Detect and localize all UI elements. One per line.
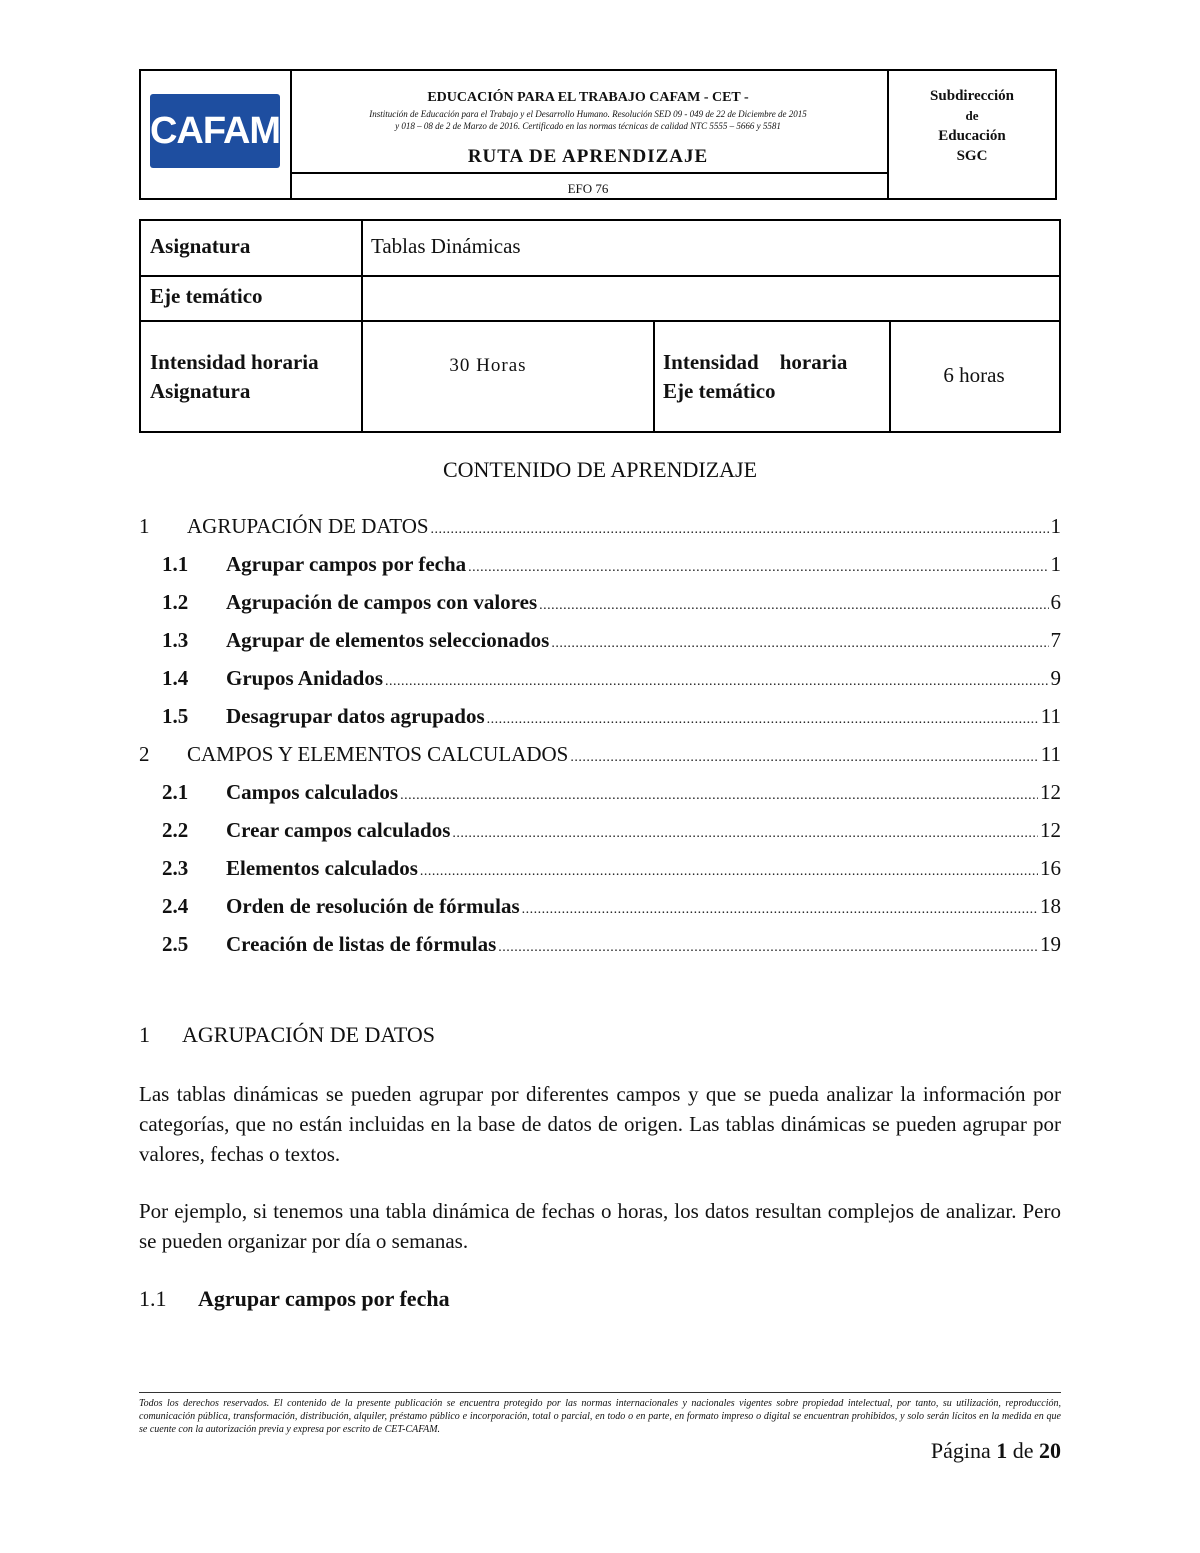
toc-page: 16 <box>1040 856 1061 880</box>
toc-page: 18 <box>1040 894 1061 918</box>
asignatura-value: Tablas Dinámicas <box>371 234 521 258</box>
intensidad-eje-label <box>663 348 879 406</box>
page-total: 20 <box>1039 1438 1061 1463</box>
resolution-line-1: Institución de Educación para el Trabajo y el Desarrollo Humano. Resolución SED 09 - 049 de 22 de Diciembre de 2015 <box>369 109 807 119</box>
toc-leader <box>487 704 1039 729</box>
toc-leader <box>498 932 1038 957</box>
paragraph: Por ejemplo, si tenemos una tabla dinámica de fechas o horas, los datos resultan complejos de analizar. Pero se pueden organizar por día o semanas. <box>139 1199 1061 1253</box>
toc-number: 1.3 <box>162 628 189 652</box>
toc-number: 1.4 <box>162 666 189 690</box>
toc-page: 19 <box>1040 932 1061 956</box>
toc-text: Grupos Anidados <box>226 666 383 690</box>
toc-page: 12 <box>1040 780 1061 804</box>
toc-leader <box>452 818 1038 843</box>
toc-text: Agrupación de campos con valores <box>226 590 538 614</box>
page-current: 1 <box>996 1438 1008 1463</box>
toc-leader <box>551 628 1048 653</box>
label-line: Eje temático <box>663 379 776 403</box>
toc-leader <box>539 590 1048 615</box>
label-line: Intensidad horaria <box>150 350 319 374</box>
page-of: de <box>1012 1438 1034 1463</box>
toc-number: 2 <box>139 742 150 766</box>
label-line: Asignatura <box>150 379 251 403</box>
toc-text: Orden de resolución de fórmulas <box>226 894 520 918</box>
eje-tematico-label: Eje temático <box>150 284 263 308</box>
toc-text: Creación de listas de fórmulas <box>226 932 497 956</box>
toc-title: CONTENIDO DE APRENDIZAJE <box>442 457 758 482</box>
section-title: AGRUPACIÓN DE DATOS <box>182 1022 436 1047</box>
toc-page: 6 <box>1050 590 1061 614</box>
toc-entry[interactable] <box>139 552 1061 582</box>
toc-text: CAMPOS Y ELEMENTOS CALCULADOS <box>187 742 569 766</box>
toc-leader <box>400 780 1038 805</box>
toc-page: 12 <box>1040 818 1061 842</box>
toc-leader <box>420 856 1038 881</box>
document-code: EFO 76 <box>567 181 609 196</box>
toc-entry[interactable] <box>139 628 1061 658</box>
section-heading <box>139 1022 435 1048</box>
toc-page: 9 <box>1050 666 1061 690</box>
toc-number: 1 <box>139 514 150 538</box>
toc-entry[interactable] <box>139 742 1061 772</box>
label-line: Intensidad horaria <box>663 350 848 374</box>
toc-entry[interactable] <box>139 704 1061 734</box>
intensidad-eje-value: 6 horas <box>943 363 1005 387</box>
department-line: Educación <box>938 128 1006 144</box>
toc-entry[interactable] <box>139 856 1061 886</box>
toc-page: 7 <box>1050 628 1061 652</box>
toc-number: 1.5 <box>162 704 189 728</box>
document-title: RUTA DE APRENDIZAJE <box>467 146 709 167</box>
toc-page: 1 <box>1050 552 1061 576</box>
toc-text: AGRUPACIÓN DE DATOS <box>187 514 429 538</box>
toc-entry[interactable] <box>139 514 1061 544</box>
asignatura-label: Asignatura <box>150 234 251 258</box>
subsection-heading <box>139 1286 450 1312</box>
toc-entry[interactable] <box>139 932 1061 962</box>
subsection-title: Agrupar campos por fecha <box>198 1286 450 1311</box>
toc-number: 1.1 <box>162 552 189 576</box>
page-word: Página <box>930 1438 991 1463</box>
toc-entry[interactable] <box>139 666 1061 696</box>
toc-text: Elementos calculados <box>226 856 418 880</box>
toc-entry[interactable] <box>139 818 1061 848</box>
toc-number: 2.1 <box>162 780 189 804</box>
toc-leader <box>570 742 1038 767</box>
toc-page: 1 <box>1050 514 1061 538</box>
toc-leader <box>522 894 1038 919</box>
resolution-line-2: y 018 – 08 de 2 de Marzo de 2016. Certificado en las normas técnicas de calidad NTC 5555 – 5666 y 5581 <box>395 121 781 131</box>
department-line: de <box>965 108 979 123</box>
toc-page: 11 <box>1040 742 1061 766</box>
toc-text: Agrupar campos por fecha <box>226 552 467 576</box>
toc-entry[interactable] <box>139 780 1061 810</box>
toc-number: 1.2 <box>162 590 189 614</box>
toc-text: Agrupar de elementos seleccionados <box>226 628 550 652</box>
toc-number: 2.3 <box>162 856 189 880</box>
institution-name: EDUCACIÓN PARA EL TRABAJO CAFAM - CET - <box>427 90 749 105</box>
department-line: SGC <box>956 148 988 164</box>
footer-divider <box>139 1392 1061 1393</box>
toc-number: 2.4 <box>162 894 189 918</box>
toc-leader <box>431 514 1049 539</box>
copyright-notice: Todos los derechos reservados. El contenido de la presente publicación se encuentra protegido por las normas internacionales y nacionales vigentes sobre propiedad intelectual, por tanto, su utilización, reproducción, comunicación pública, transformación, distribución, alquiler, préstamo público e incorporación, total o parcial, en todo o en parte, en formato impreso o digital se encuentran prohibidos, y solo serán lícitos en la medida en que se cuente con la autorización previa y expresa por escrito de CET-CAFAM. <box>139 1398 1061 1435</box>
toc-number: 2.2 <box>162 818 189 842</box>
toc-page: 11 <box>1040 704 1061 728</box>
department-line: Subdirección <box>930 88 1014 104</box>
toc-text: Campos calculados <box>226 780 399 804</box>
toc-number: 2.5 <box>162 932 189 956</box>
toc-entry[interactable] <box>139 894 1061 924</box>
toc-entry[interactable] <box>139 590 1061 620</box>
intensidad-asignatura-label <box>150 348 319 406</box>
paragraph: Las tablas dinámicas se pueden agrupar por diferentes campos y que se pueda analizar la información por categorías, que no están incluidas en la base de datos de origen. Las tablas dinámicas se pueden agrupar por valores, fechas o textos. <box>139 1082 1061 1166</box>
toc-text: Desagrupar datos agrupados <box>226 704 485 728</box>
intensidad-asignatura-value: 30 Horas <box>449 355 527 376</box>
subsection-number: 1.1 <box>139 1286 167 1311</box>
section-number: 1 <box>139 1022 150 1047</box>
toc-text: Crear campos calculados <box>226 818 451 842</box>
cafam-logo: CAFAM <box>150 94 280 168</box>
toc-leader <box>468 552 1048 577</box>
page-number <box>800 1438 1061 1464</box>
toc-leader <box>385 666 1049 691</box>
department-block <box>887 86 1057 166</box>
